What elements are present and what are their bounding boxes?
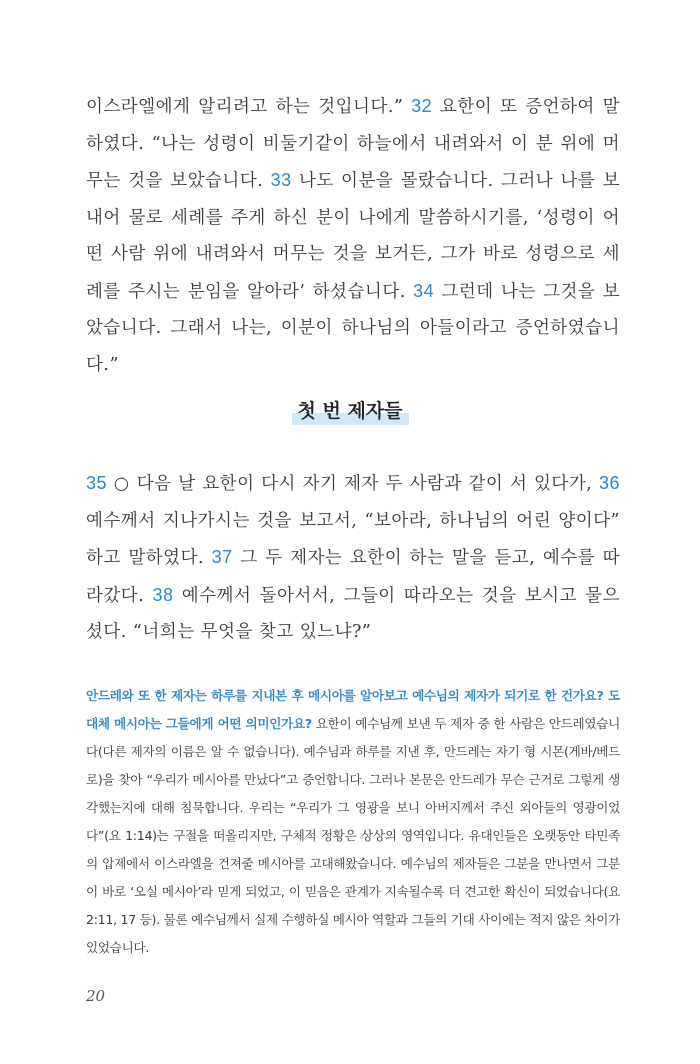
verse-number-33: 33	[270, 170, 292, 190]
verse-text: 이스라엘에게 알리려고 하는 것입니다.”	[86, 97, 412, 117]
verse-text: 그 두 제자는 요한이 하는 말을 듣고, 예수를 따라갔다.	[86, 548, 620, 606]
verse-number-36: 36	[598, 473, 620, 493]
verse-number-34: 34	[413, 280, 435, 301]
section-heading-text: 첫 번 제자들	[292, 396, 409, 425]
verse-text: 그런데 나는 그것을 보았습니다. 그래서 나는, 이분이 하나님의 아들이라고 증언하였습니다.”	[86, 281, 620, 375]
commentary-body: 요한이 예수님께 보낸 두 제자 중 한 사람은 안드레였습니다(다른 제자의 이름은 알 수 없습니다). 예수님과 하루를 지낸 후, 안드레는 자기 형 시몬(게바/베드로)을 찾아 “우리가 메시아를 만났다”고 증언합니다. 그러나 본문은 안드레가 무슨 근거로 그렇게 생각했는지에 대해 침묵합니다. 우리는 “우리가 그 영광을 보니 아버지께서 주신 외아들의 영광이었다”(요 1:14)는 구절을 떠올리지만, 구체적 정황은 상상의 영역입니다. 유대인들은 오랫동안 타민족의 압제에서 이스라엘을 건져줄 메시아를 고대해왔습니다. 예수님의 제자들은 그분을 만나면서 그분이 바로 ‘오실 메시아’라 믿게 되었고, 이 믿음은 관계가 지속될수록 더 견고한 확신이 되었습니다(요 2:11, 17 등). 물론 예수님께서 실제 수행하실 메시아 역할과 그들의 기대 사이에는 적지 않은 차이가 있었습니다.	[86, 716, 620, 955]
verse-text: 예수께서 지나가시는 것을 보고서, “보아라, 하나님의 어린 양이다” 하고 말하였다.	[86, 510, 620, 568]
section-heading	[0, 396, 700, 425]
commentary-question: 안드레와 또 한 제자는 하루를 지내본 후 메시아를 알아보고 예수님의 제자가 되기로 한 건가요? 도대체 메시아는 그들에게 어떤 의미인가요?	[86, 688, 620, 731]
verse-text: 요한이 또 증언하여 말하였다. “나는 성령이 비둘기같이 하늘에서 내려와서 이 분 위에 머무는 것을 보았습니다.	[86, 97, 620, 191]
page-number: 20	[86, 987, 106, 1005]
verse-number-32: 32	[411, 96, 433, 116]
commentary-box	[86, 682, 620, 962]
scripture-passage-2	[86, 465, 620, 651]
scripture-passage-1	[86, 88, 620, 383]
verse-text: ○ 다음 날 요한이 다시 자기 제자 두 사람과 같이 서 있다가,	[107, 474, 599, 494]
verse-text: 나도 이분을 몰랐습니다. 그러나 나를 보내어 물로 세례를 주게 하신 분이 나에게 말씀하시기를, ‘성령이 어떤 사람 위에 내려와서 머무는 것을 보거든, 그가 바로 성령으로 세례를 주시는 분임을 알아라’ 하셨습니다.	[86, 171, 620, 302]
verse-text: 예수께서 돌아서서, 그들이 따라오는 것을 보시고 물으셨다. “너희는 무엇을 찾고 있느냐?”	[86, 585, 620, 642]
verse-number-35: 35	[86, 473, 108, 493]
scripture-paragraph	[86, 88, 620, 383]
verse-number-38: 38	[152, 584, 174, 605]
scripture-paragraph	[86, 465, 620, 651]
verse-number-37: 37	[211, 547, 233, 567]
